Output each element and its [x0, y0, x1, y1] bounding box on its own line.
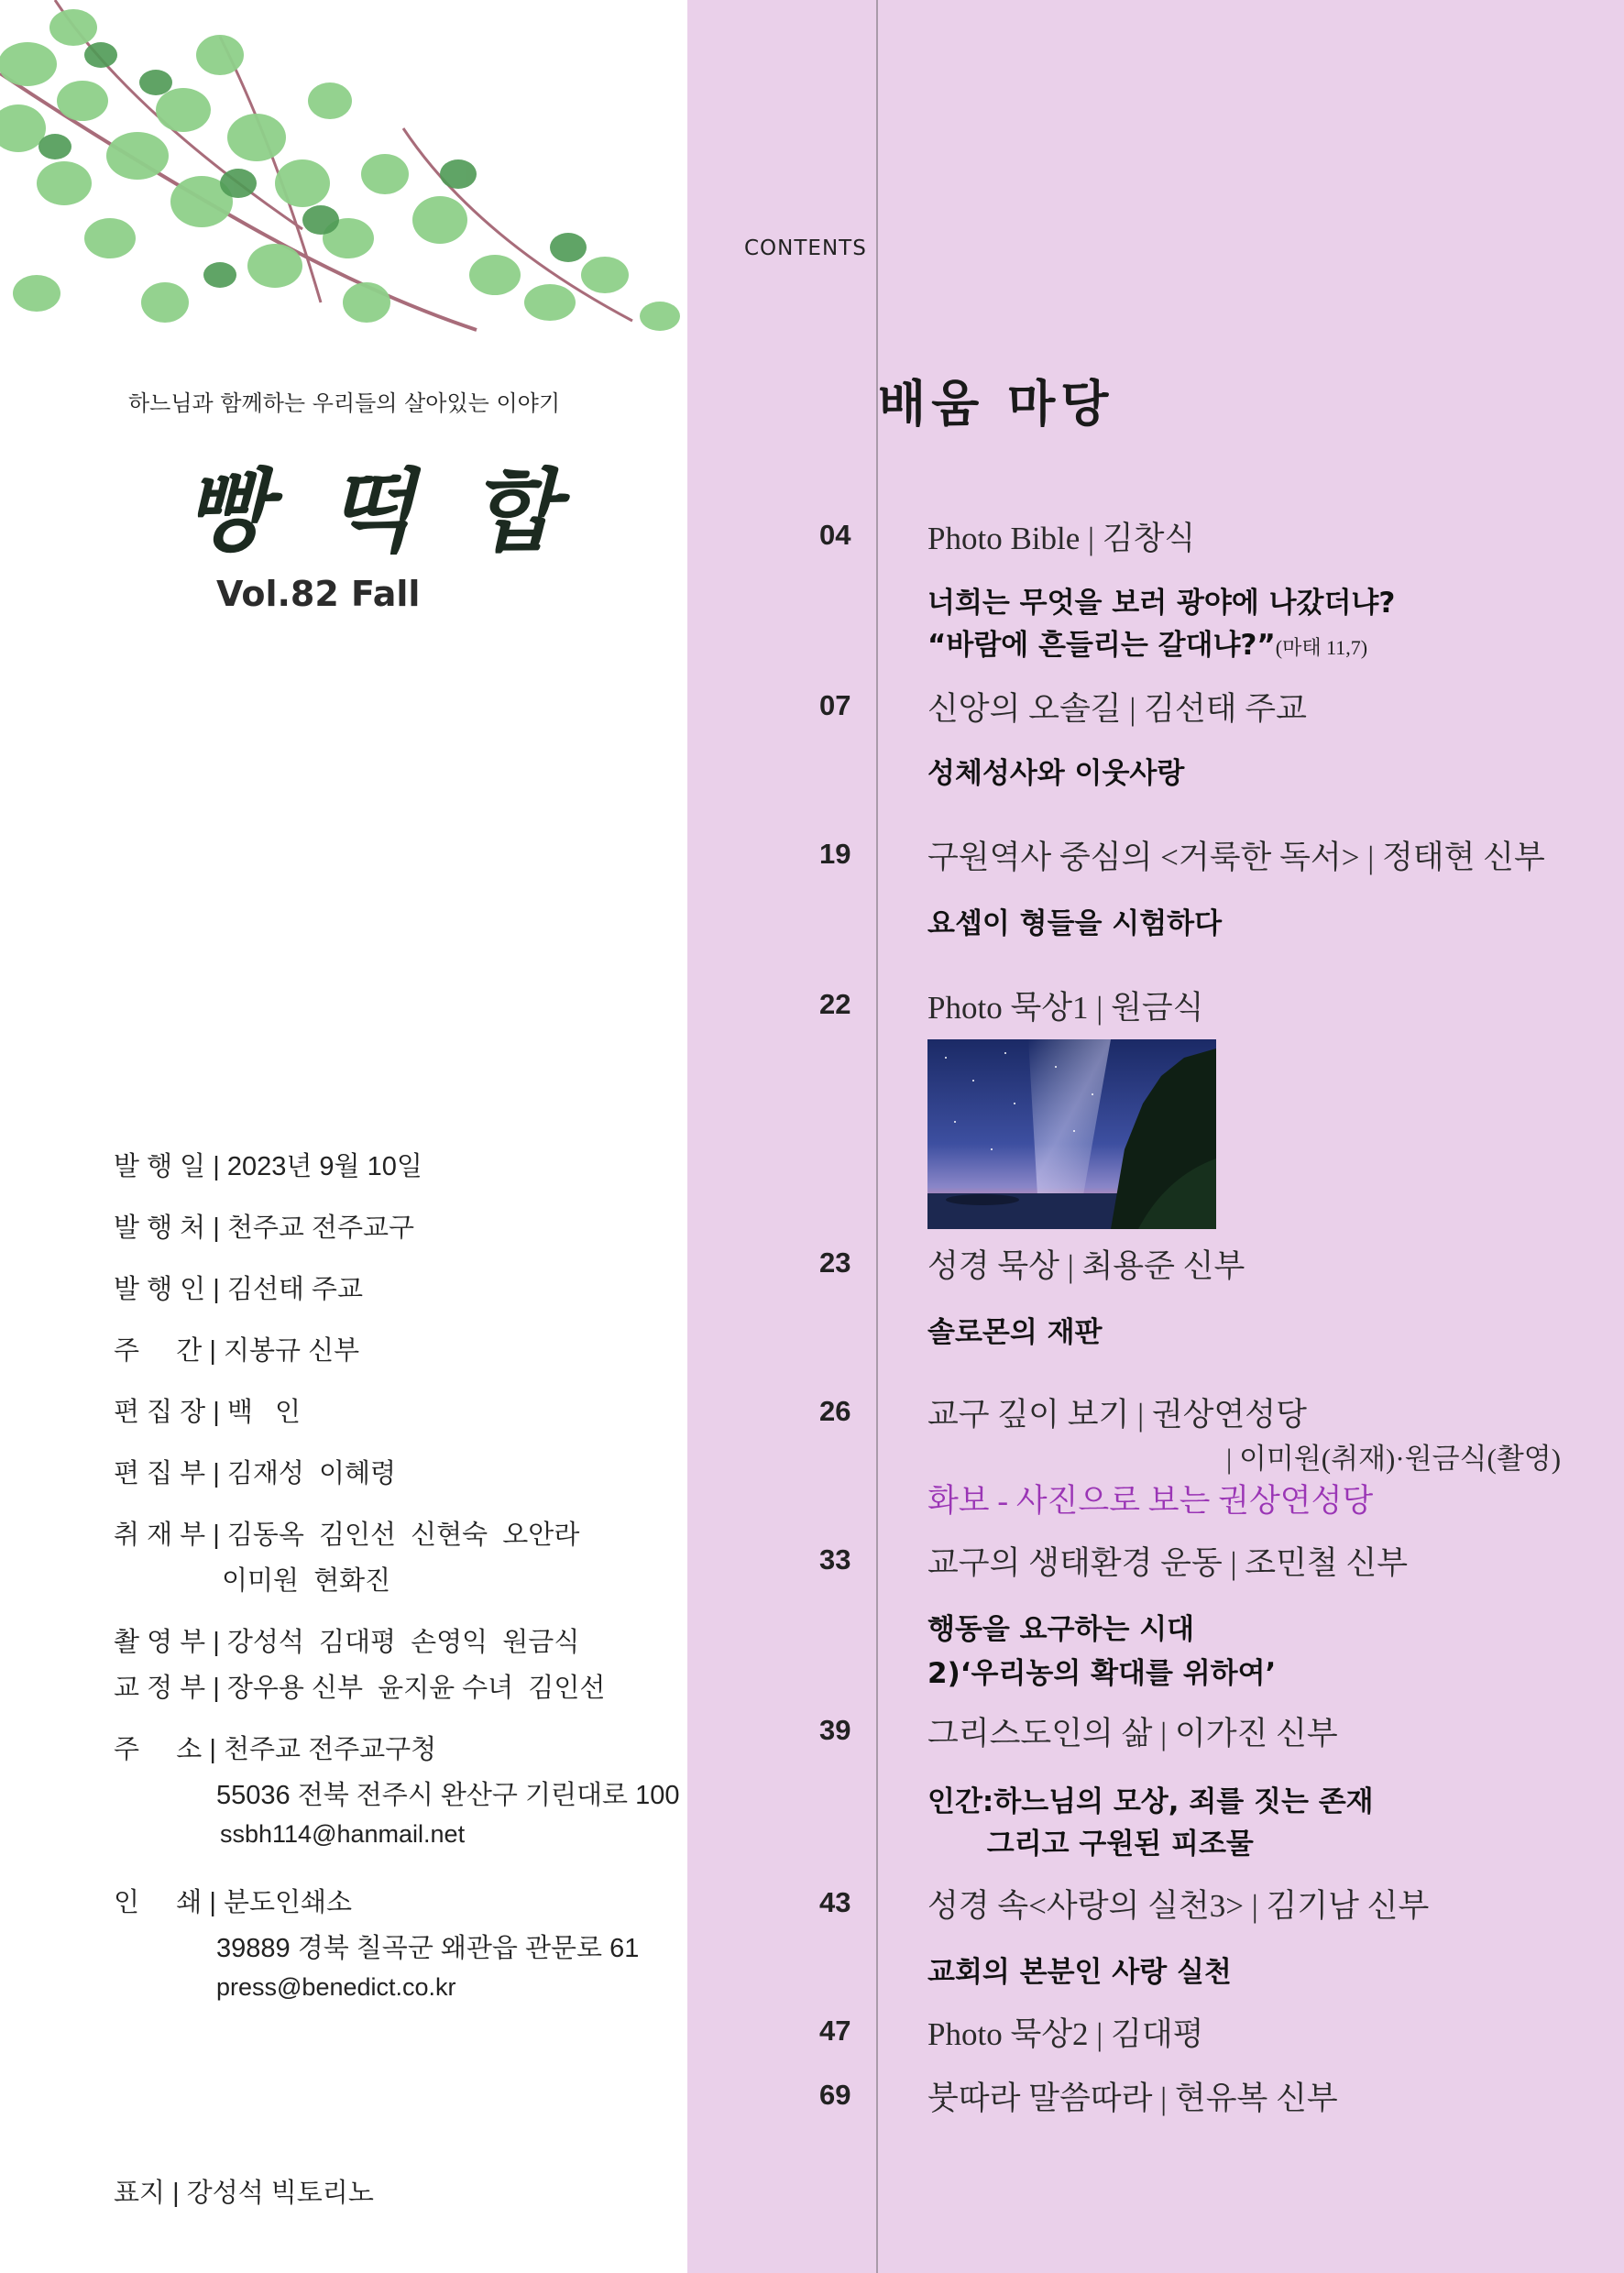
email-address: press@benedict.co.kr	[216, 1973, 456, 2001]
page-number: 39	[819, 1714, 851, 1746]
page-number: 33	[819, 1543, 851, 1576]
night-sky-photo	[927, 1039, 1216, 1229]
info-row: 편 집 장 | 백 인	[114, 1398, 302, 1427]
toc-entry-title[interactable]: 성경 묵상 | 최용준 신부	[927, 1248, 1245, 1284]
toc-entry-highlight: 화보 - 사진으로 보는 권상연성당	[927, 1483, 1374, 1519]
info-value: 장우용 신부 윤지윤 수녀 김인선	[226, 1674, 606, 1703]
toc-entry-subtitle: 요셉이 형들을 시험하다	[927, 907, 1223, 940]
contents-label: CONTENTS	[744, 236, 867, 260]
info-row: 취 재 부 | 김동옥 김인선 신현숙 오안라	[114, 1521, 580, 1550]
info-label: 발 행 처	[114, 1213, 206, 1243]
toc-entry-title[interactable]: Photo 묵상2 | 김대평	[927, 2016, 1204, 2052]
cover-credit: 표지 | 강성석 빅토리노	[114, 2179, 374, 2208]
toc-entry-subtitle: 인간:하느님의 모상, 죄를 짓는 존재	[927, 1785, 1374, 1818]
info-label: 주 소	[114, 1735, 203, 1764]
info-value: 2023년 9월 10일	[226, 1152, 422, 1181]
info-value: 김선태 주교	[226, 1275, 363, 1304]
toc-entry-title[interactable]: Photo 묵상1 | 원금식	[927, 990, 1204, 1026]
magazine-title-logo: 빵 떡 합	[183, 459, 571, 565]
toc-entry-title[interactable]: 구원역사 중심의 <거룩한 독서> | 정태현 신부	[927, 840, 1545, 875]
info-row: 교 정 부 | 장우용 신부 윤지윤 수녀 김인선	[114, 1674, 606, 1703]
toc-entry-credit: | 이미원(취재)·원금식(촬영)	[1226, 1443, 1562, 1475]
info-value: 강성석 김대평 손영익 원금식	[226, 1628, 580, 1657]
toc-entry-title[interactable]: 신앙의 오솔길 | 김선태 주교	[927, 691, 1307, 727]
info-row: 편 집 부 | 김재성 이혜령	[114, 1459, 397, 1488]
toc-entry-subtitle: 2)‘우리농의 확대를 위하여’	[927, 1657, 1277, 1690]
info-row: 발 행 일 | 2023년 9월 10일	[114, 1152, 422, 1181]
toc-entry-title[interactable]: 성경 속<사랑의 실천3> | 김기남 신부	[927, 1888, 1430, 1924]
scripture-reference: (마태 11,7)	[1275, 636, 1368, 659]
info-row: 발 행 처 | 천주교 전주교구	[114, 1213, 414, 1243]
page-number: 43	[819, 1886, 851, 1918]
info-label: 취 재 부	[114, 1521, 206, 1550]
info-value: 백 인	[226, 1398, 302, 1427]
page-number: 26	[819, 1395, 851, 1427]
page-number: 04	[819, 519, 851, 551]
eucalyptus-leaves-illustration	[0, 0, 687, 341]
info-label: 발 행 일	[114, 1152, 206, 1181]
info-label: 인 쇄	[114, 1888, 203, 1917]
page-number: 47	[819, 2015, 851, 2047]
address-line: 39889 경북 칠곡군 왜관읍 관문로 61	[216, 1934, 640, 1963]
volume-label: Vol.82 Fall	[216, 574, 421, 614]
info-value: 김동옥 김인선 신현숙 오안라	[226, 1521, 580, 1550]
left-panel	[0, 0, 687, 2273]
info-label: 주 간	[114, 1336, 203, 1366]
email-address: ssbh114@hanmail.net	[220, 1820, 466, 1848]
toc-entry-title[interactable]: 교구 깊이 보기 | 권상연성당	[927, 1397, 1307, 1433]
info-row: 촬 영 부 | 강성석 김대평 손영익 원금식	[114, 1628, 580, 1657]
info-value: 분도인쇄소	[223, 1888, 353, 1917]
info-value: 천주교 전주교구	[226, 1213, 414, 1243]
page-number: 23	[819, 1246, 851, 1279]
info-row: 인 쇄 | 분도인쇄소	[114, 1888, 353, 1917]
info-row: 발 행 인 | 김선태 주교	[114, 1275, 363, 1304]
toc-entry-title[interactable]: 그리스도인의 삶 | 이가진 신부	[927, 1716, 1338, 1751]
page-number: 22	[819, 988, 851, 1020]
info-label: 발 행 인	[114, 1275, 206, 1304]
section-title: 배움 마당	[878, 374, 1114, 433]
info-value: 천주교 전주교구청	[223, 1735, 437, 1764]
toc-entry-subtitle: 솔로몬의 재판	[927, 1316, 1103, 1349]
page-number: 07	[819, 689, 851, 721]
page-number: 19	[819, 838, 851, 870]
info-label: 편 집 부	[114, 1459, 206, 1488]
info-label: 편 집 장	[114, 1398, 206, 1427]
toc-entry-subtitle: 성체성사와 이웃사랑	[927, 757, 1185, 790]
page-number: 69	[819, 2079, 851, 2111]
info-label: 교 정 부	[114, 1674, 206, 1703]
quote-text: “바람에 흔들리는 갈대냐?”	[927, 629, 1276, 662]
info-row: 주 소 | 천주교 전주교구청	[114, 1735, 437, 1764]
info-value: 김재성 이혜령	[226, 1459, 397, 1488]
divider-line	[876, 0, 878, 2273]
toc-entry-subtitle: 너희는 무엇을 보러 광야에 나갔더냐?	[927, 587, 1396, 620]
info-label: 촬 영 부	[114, 1628, 206, 1657]
toc-entry-title[interactable]: Photo Bible | 김창식	[927, 521, 1196, 556]
toc-entry-subtitle	[927, 621, 1367, 663]
toc-entry-subtitle: 행동을 요구하는 시대	[927, 1613, 1195, 1646]
info-row: 주 간 | 지봉규 신부	[114, 1336, 360, 1366]
toc-entry-title[interactable]: 교구의 생태환경 운동 | 조민철 신부	[927, 1545, 1409, 1581]
info-continuation: 이미원 현화진	[222, 1566, 391, 1596]
toc-entry-subtitle: 교회의 본분인 사랑 실천	[927, 1956, 1232, 1989]
address-line: 55036 전북 전주시 완산구 기린대로 100	[216, 1781, 680, 1810]
toc-entry-subtitle: 그리고 구원된 피조물	[927, 1828, 1254, 1861]
toc-entry-title[interactable]: 붓따라 말씀따라 | 현유복 신부	[927, 2081, 1338, 2116]
info-value: 지봉규 신부	[223, 1336, 360, 1366]
tagline: 하느님과 함께하는 우리들의 살아있는 이야기	[128, 390, 561, 416]
